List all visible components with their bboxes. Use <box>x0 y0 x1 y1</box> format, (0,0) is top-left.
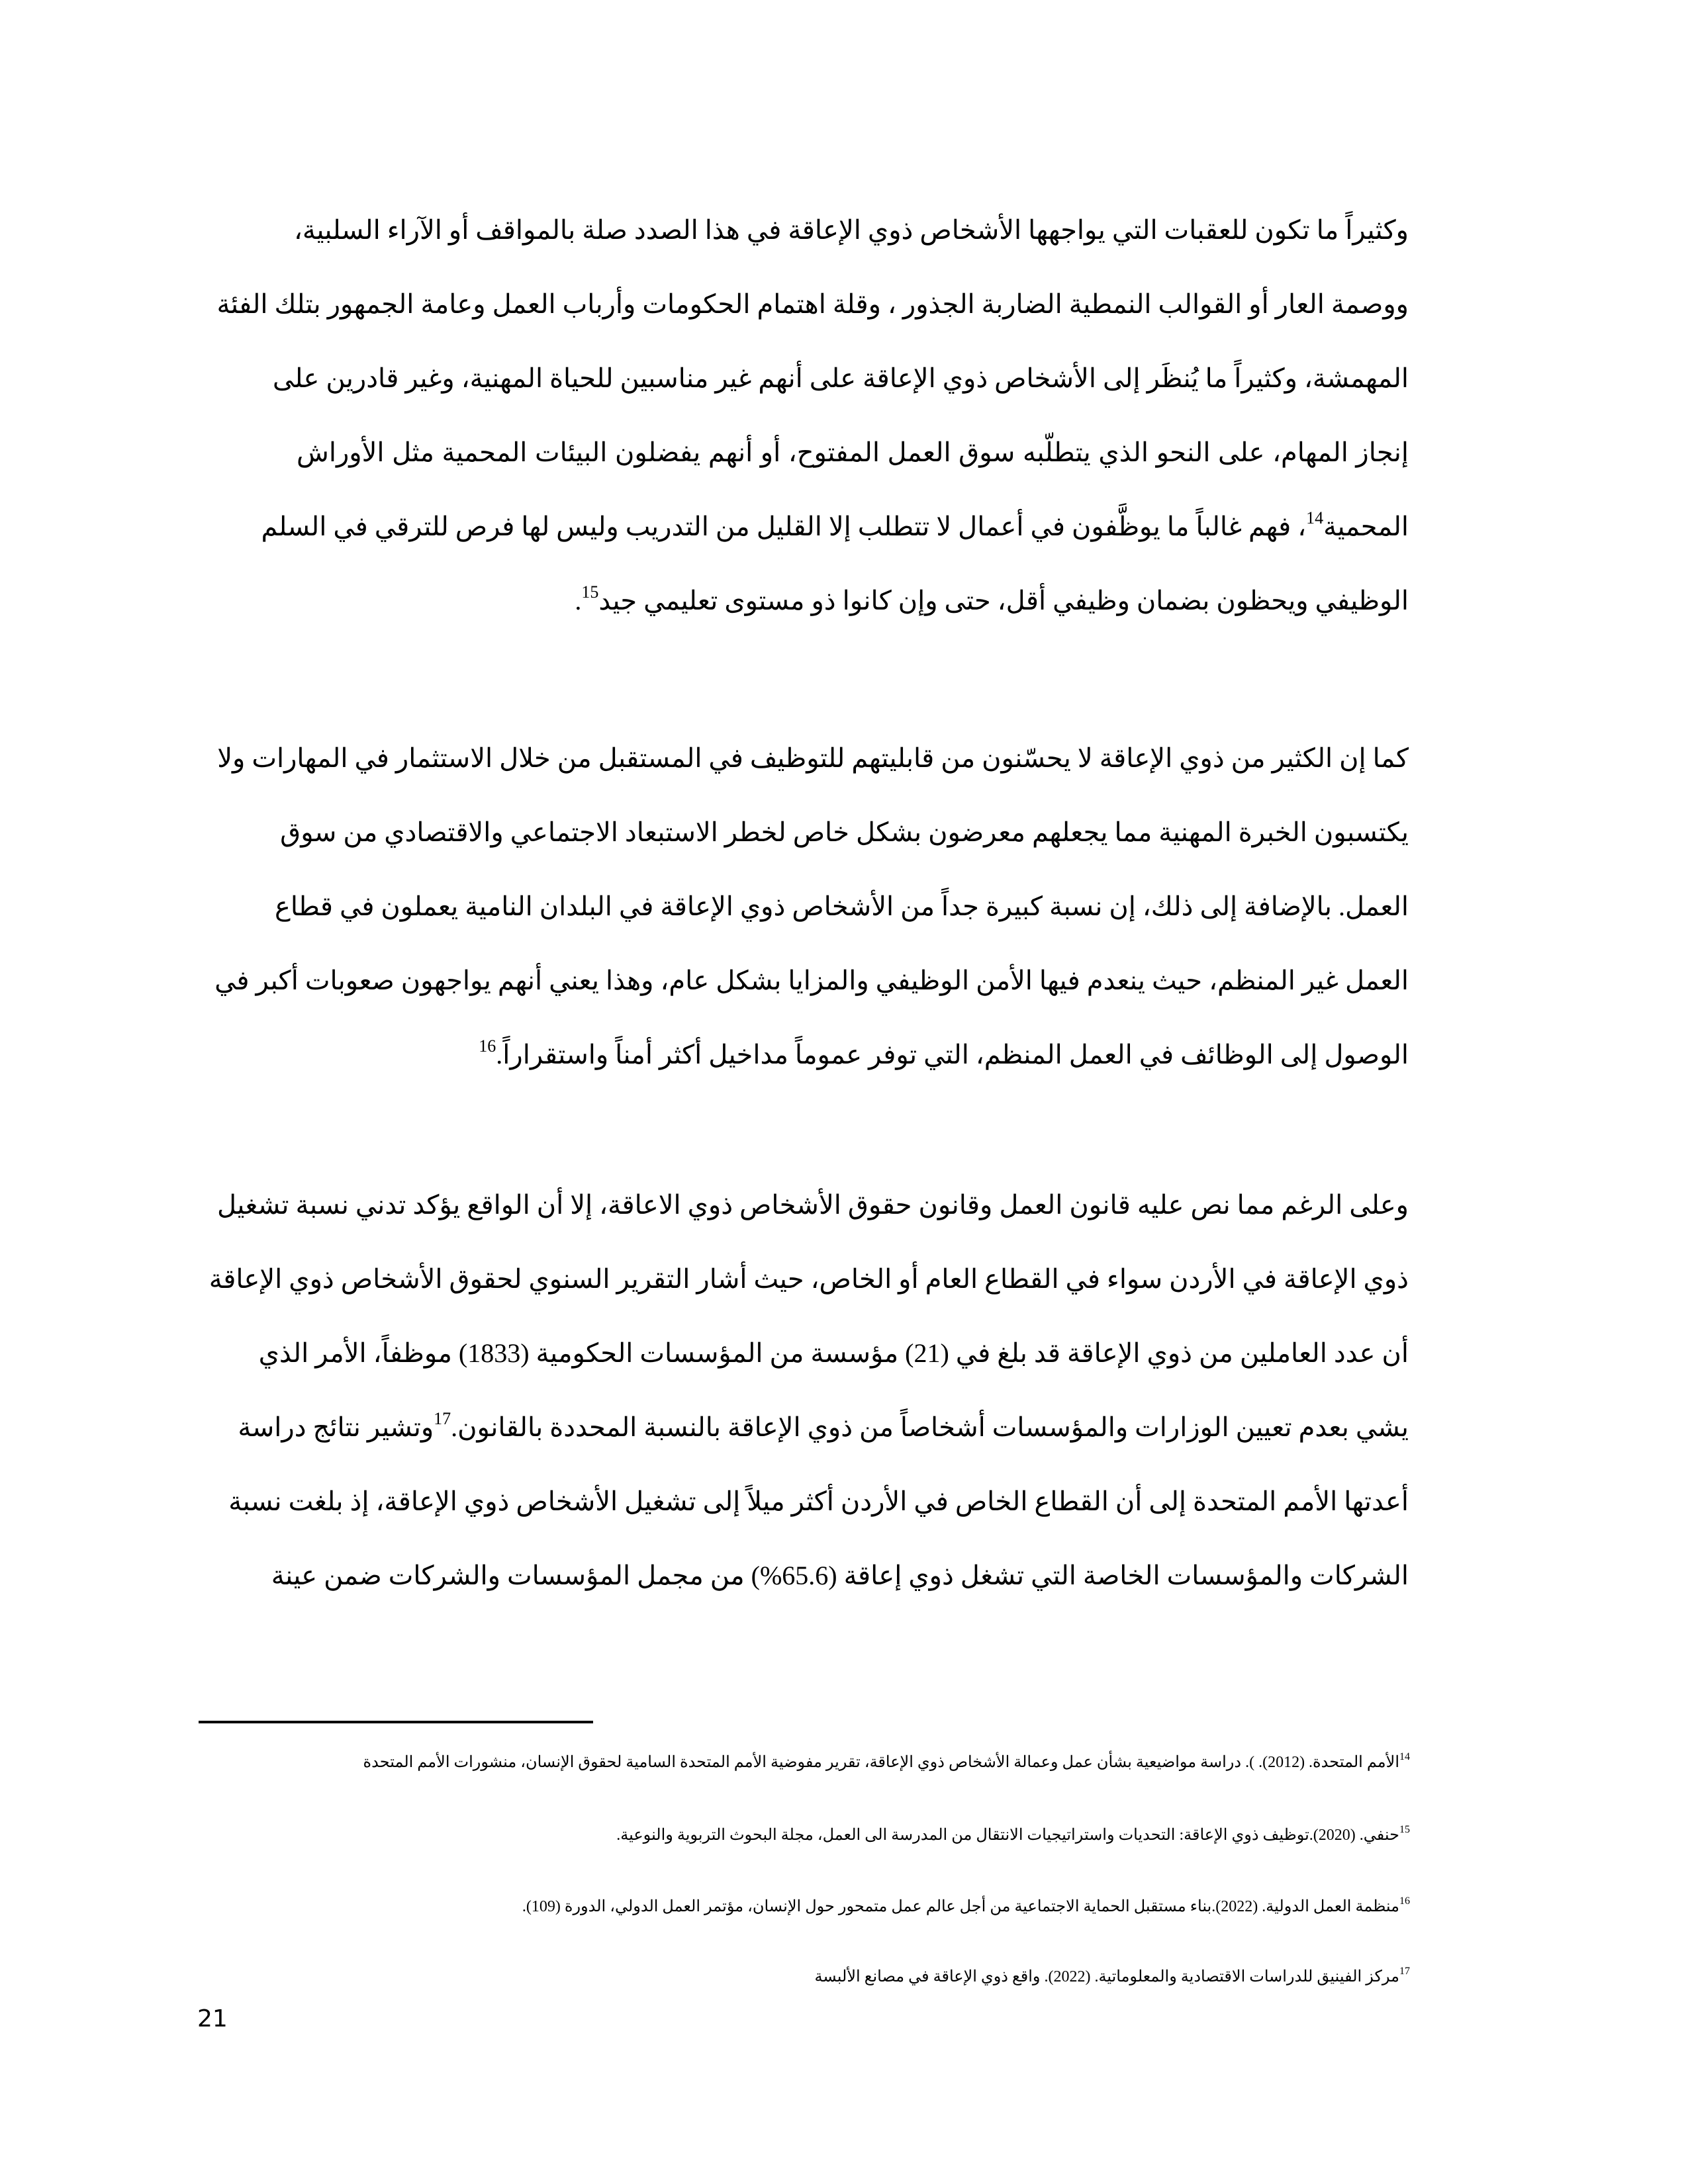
text-line: المهمشة، وكثيراً ما يُنظَر إلى الأشخاص ذوي الإعاقة على أنهم غير مناسبين للحياة المهنية، وغير قادرين على <box>272 363 1409 393</box>
paragraph-1 <box>216 193 1409 638</box>
footnote-text: حنفي. (2020).توظيف ذوي الإعاقة: التحديات واستراتيجيات الانتقال من المدرسة الى العمل، مجلة البحوث التربوية والنوعية. <box>616 1827 1399 1844</box>
footnote-17 <box>815 1967 1411 1986</box>
text-segment: وتشير نتائج دراسة <box>238 1412 434 1442</box>
text-line: وعلى الرغم مما نص عليه قانون العمل وقانون حقوق الأشخاص ذوي الاعاقة، إلا أن الواقع يؤكد تدني نسبة تشغيل <box>217 1190 1409 1220</box>
text-line: ذوي الإعاقة في الأردن سواء في القطاع العام أو الخاص، حيث أشار التقرير السنوي لحقوق الأشخاص ذوي الإعاقة <box>209 1264 1409 1294</box>
text-segment: الوصول إلى الوظائف في العمل المنظم، التي توفر عموماً مداخيل أكثر أمناً واستقراراً. <box>496 1040 1409 1069</box>
footnote-14 <box>363 1752 1410 1772</box>
footnote-text: الأمم المتحدة. (2012). ). دراسة مواضيعية بشأن عمل وعمالة الأشخاص ذوي الإعاقة، تقرير مفوضية الأمم المتحدة السامية لحقوق الإنسان، منشورات الأمم المتحدة <box>363 1754 1399 1771</box>
paragraph-3 <box>209 1168 1409 1613</box>
text-line: العمل غير المنظم، حيث ينعدم فيها الأمن الوظيفي والمزايا بشكل عام، وهذا يعني أنهم يواجهون صعوبات أكبر في <box>214 966 1409 995</box>
text-line <box>238 1390 1409 1465</box>
text-line: إنجاز المهام، على النحو الذي يتطلّبه سوق العمل المفتوح، أو أنهم يفضلون البيئات المحمية مثل الأوراش <box>297 437 1409 467</box>
text-line: أن عدد العاملين من ذوي الإعاقة قد بلغ في (21) مؤسسة من المؤسسات الحكومية (1833) موظفاً، الأمر الذي <box>258 1338 1409 1368</box>
footnote-number: 16 <box>1399 1895 1410 1907</box>
page-number: 21 <box>197 2005 228 2032</box>
text-line: وكثيراً ما تكون للعقبات التي يواجهها الأشخاص ذوي الإعاقة في هذا الصدد صلة بالمواقف أو الآراء السلبية، <box>293 215 1409 245</box>
text-line: العمل. بالإضافة إلى ذلك، إن نسبة كبيرة جداً من الأشخاص ذوي الإعاقة في البلدان النامية يعملون في قطاع <box>274 891 1409 921</box>
footnote-ref-15[interactable]: 15 <box>581 582 599 602</box>
text-segment: يشي بعدم تعيين الوزارات والمؤسسات أشخاصاً من ذوي الإعاقة بالنسبة المحددة بالقانون. <box>451 1412 1409 1442</box>
footnote-16 <box>522 1897 1410 1916</box>
text-line <box>261 490 1409 564</box>
text-segment: . <box>575 586 582 615</box>
text-segment: ، فهم غالباً ما يوظَّفون في أعمال لا تتطلب إلا القليل من التدريب وليس لها فرص للترقي في السلم <box>261 512 1307 541</box>
text-segment: الوظيفي ويحظون بضمان وظيفي أقل، حتى وإن كانوا ذو مستوى تعليمي جيد <box>598 586 1409 615</box>
footnote-text: مركز الفينيق للدراسات الاقتصادية والمعلوماتية. (2022). واقع ذوي الإعاقة في مصانع الألبسة <box>814 1968 1399 1985</box>
footnote-ref-17[interactable]: 17 <box>434 1408 451 1428</box>
footnote-15 <box>616 1825 1410 1844</box>
footnote-ref-14[interactable]: 14 <box>1306 508 1324 527</box>
text-line: أعدتها الأمم المتحدة إلى أن القطاع الخاص في الأردن أكثر ميلاً إلى تشغيل الأشخاص ذوي الإعاقة، إذ بلغت نسبة <box>228 1486 1409 1516</box>
paragraph-2 <box>214 721 1409 1092</box>
footnote-separator <box>199 1721 593 1723</box>
footnote-ref-16[interactable]: 16 <box>479 1036 496 1056</box>
text-line <box>297 564 1409 638</box>
footnote-text: منظمة العمل الدولية. (2022).بناء مستقبل الحماية الاجتماعية من أجل عالم عمل متمحور حول الإنسان، مؤتمر العمل الدولي، الدورة (109). <box>522 1898 1399 1915</box>
footnote-number: 17 <box>1399 1966 1410 1977</box>
text-segment: المحمية <box>1323 512 1409 541</box>
text-line: ووصمة العار أو القوالب النمطية الضاربة الجذور ، وقلة اهتمام الحكومات وأرباب العمل وعامة الجمهور بتلك الفئة <box>216 289 1409 319</box>
text-line: الشركات والمؤسسات الخاصة التي تشغل ذوي إعاقة (65.6%) من مجمل المؤسسات والشركات ضمن عينة <box>271 1561 1409 1590</box>
footnote-number: 14 <box>1399 1751 1410 1762</box>
text-line: يكتسبون الخبرة المهنية مما يجعلهم معرضون بشكل خاص لخطر الاستبعاد الاجتماعي والاقتصادي من سوق <box>280 817 1409 847</box>
text-line: كما إن الكثير من ذوي الإعاقة لا يحسّنون من قابليتهم للتوظيف في المستقبل من خلال الاستثمار في المهارات ولا <box>217 743 1409 773</box>
text-line <box>297 1018 1409 1092</box>
footnote-number: 15 <box>1399 1824 1410 1835</box>
